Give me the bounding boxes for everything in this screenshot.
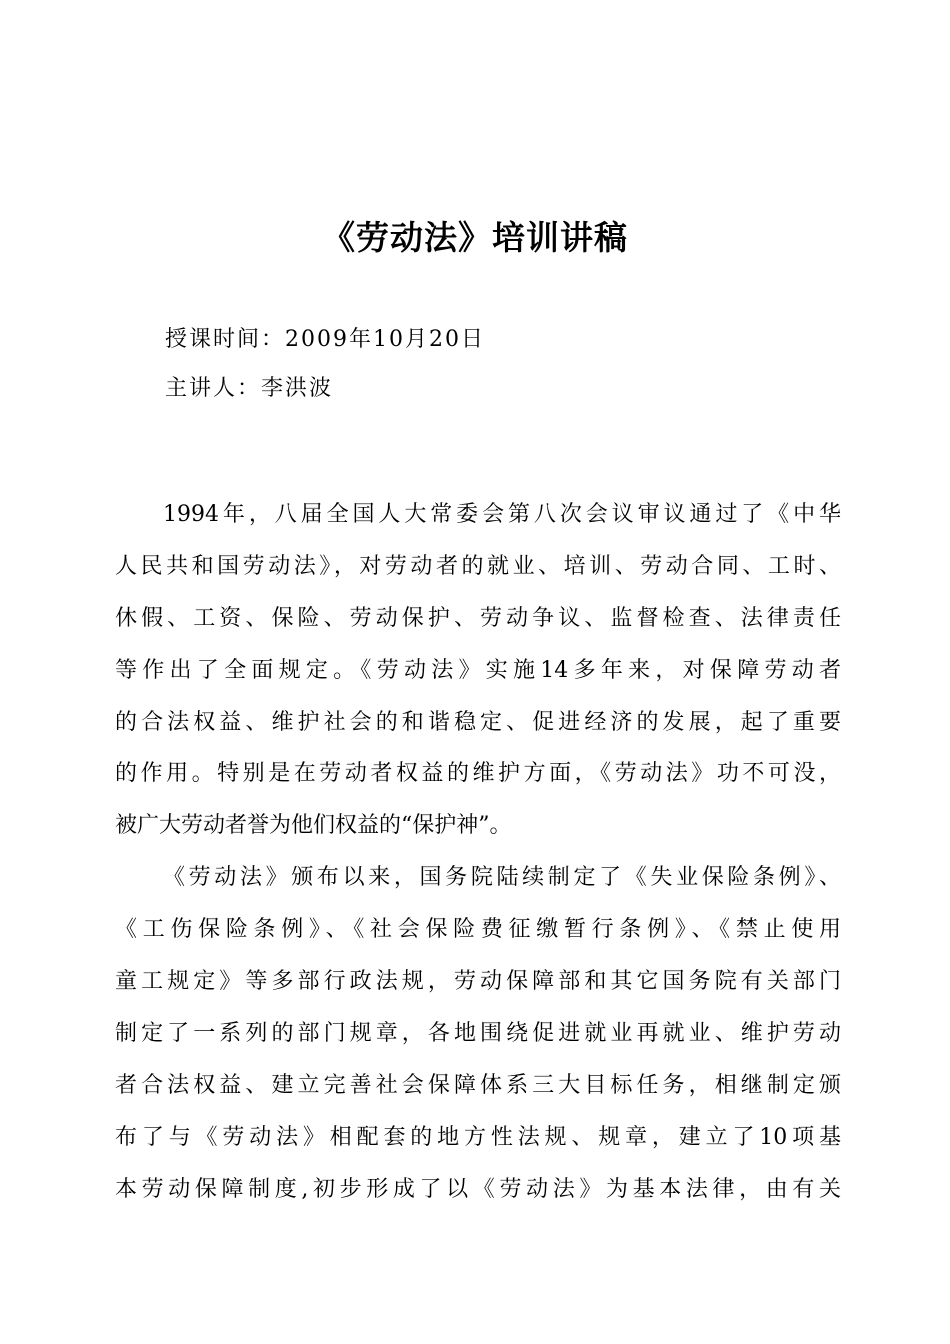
- paragraph-line: 的合法权益、维护社会的和谐稳定、促进经济的发展，起了重要: [115, 709, 841, 735]
- paragraph-line: 等作出了全面规定。《劳动法》实施14多年来，对保障劳动者: [115, 657, 841, 683]
- paragraph-line: 制定了一系列的部门规章，各地围绕促进就业再就业、维护劳动: [115, 1020, 841, 1046]
- paragraph-line: 《工伤保险条例》、《社会保险费征缴暂行条例》、《禁止使用: [115, 917, 841, 943]
- paragraph-line: 的作用。特别是在劳动者权益的维护方面，《劳动法》功不可没，: [115, 761, 841, 787]
- paragraph-1: [115, 489, 841, 852]
- body-text: [115, 489, 841, 1215]
- speaker: 主讲人：李洪波: [165, 376, 334, 401]
- paragraph-line: 童工规定》等多部行政法规，劳动保障部和其它国务院有关部门: [115, 969, 841, 995]
- paragraph-line: 休假、工资、保险、劳动保护、劳动争议、监督检查、法律责任: [115, 605, 841, 631]
- paragraph-line: 布了与《劳动法》相配套的地方性法规、规章，建立了10项基: [115, 1124, 841, 1150]
- paragraph-2: [115, 852, 841, 1215]
- document-title: 《劳动法》培训讲稿: [322, 218, 628, 257]
- paragraph-line: 《劳动法》颁布以来，国务院陆续制定了《失业保险条例》、: [163, 865, 841, 891]
- paragraph-line: 被广大劳动者誉为他们权益的“保护神”。: [115, 813, 512, 839]
- lecture-time: 授课时间：2009年10月20日: [165, 327, 485, 352]
- paragraph-line: 1994年，八届全国人大常委会第八次会议审议通过了《中华: [163, 502, 841, 527]
- paragraph-line: 人民共和国劳动法》，对劳动者的就业、培训、劳动合同、工时、: [115, 553, 841, 579]
- paragraph-line: 本劳动保障制度,初步形成了以《劳动法》为基本法律，由有关: [115, 1176, 841, 1202]
- paragraph-line: 者合法权益、建立完善社会保障体系三大目标任务，相继制定颁: [115, 1072, 841, 1098]
